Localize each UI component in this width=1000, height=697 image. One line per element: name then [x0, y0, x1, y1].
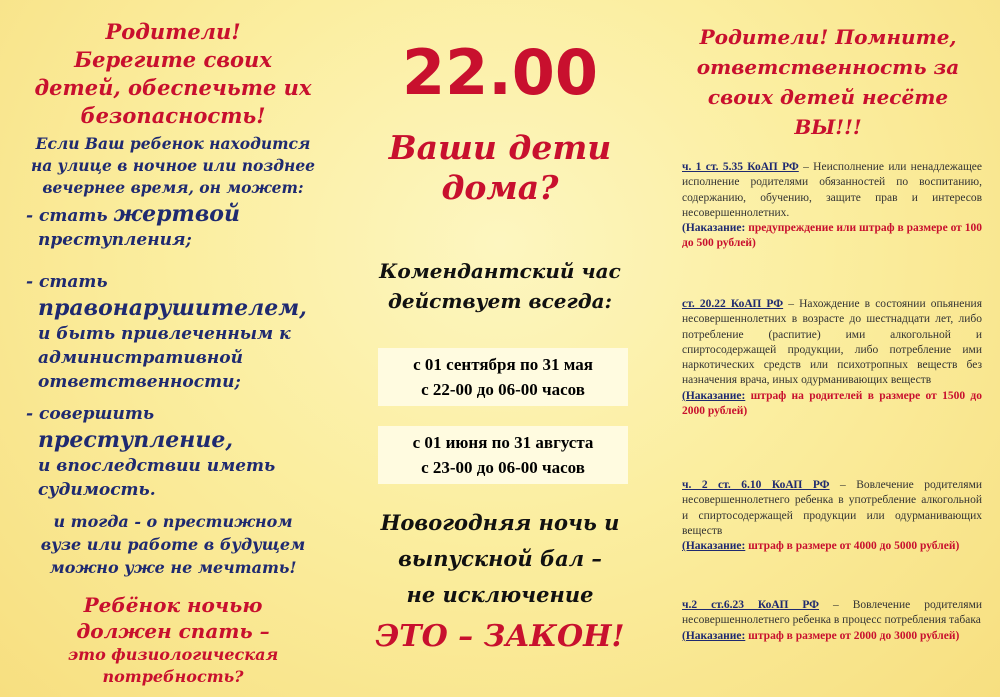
- left-intro-line: Если Ваш ребенок находится: [35, 134, 311, 153]
- risk-item-offender: - стать правонарушителем, и быть привлеченным к административной ответственности;: [26, 272, 307, 392]
- left-intro-line: вечернее время, он может:: [42, 178, 304, 197]
- risk-item-crime: - совершить преступление, и впоследствии иметь судимость.: [26, 404, 276, 500]
- left-intro-line: на улице в ночное или позднее: [30, 156, 316, 175]
- right-column: [672, 0, 984, 697]
- left-column: [18, 0, 328, 697]
- article-6-23: ч.2 ст.6.23 КоАП РФ – Вовлечение родителями несовершеннолетнего ребенка в процесс потребления табака (Наказание: штраф в размере от 2000 до 3000 рублей): [682, 599, 982, 642]
- schedule-summer: с 01 июня по 31 августа с 23-00 до 06-00 часов: [378, 426, 628, 484]
- left-title-line: детей, обеспечьте их: [34, 75, 312, 100]
- article-5-35: ч. 1 ст. 5.35 КоАП РФ – Неисполнение или ненадлежащее исполнение родителями обязанностей по воспитанию, содержанию, обучению, защите прав и интересов несовершеннолетних. (Наказание: предупреждение или штраф в размере от 100 до 500 рублей): [682, 161, 983, 250]
- left-footer: Ребёнок ночью должен спать – это физиологическая потребность?: [67, 593, 279, 686]
- left-title-line: Берегите своих: [74, 47, 272, 72]
- law-heading: ЭТО – ЗАКОН!: [375, 619, 625, 654]
- risk-item-victim: - стать жертвой преступления;: [26, 201, 240, 250]
- left-title: [18, 18, 328, 130]
- schedule-winter: с 01 сентября по 31 мая с 22-00 до 06-00 часов: [378, 348, 628, 406]
- left-intro: [18, 133, 328, 199]
- curfew-time: 22.00: [401, 36, 599, 109]
- right-title: Родители! Помните, ответственность за своих детей несёте ВЫ!!!: [696, 25, 960, 139]
- article-6-10: ч. 2 ст. 6.10 КоАП РФ – Вовлечение родителями несовершеннолетнего ребенка в употребление алкогольной и спиртосодержащей продукции или одурманивающих веществ (Наказание: штраф в размере от 4000 до 5000 рублей): [682, 479, 983, 553]
- middle-column: [340, 0, 660, 697]
- question-heading: Ваши дети дома?: [388, 128, 612, 207]
- article-20-22: ст. 20.22 КоАП РФ – Нахождение в состоянии опьянения несовершеннолетних в возрасте до шестнадцати лет, либо потребление (распитие) ими алкогольной и спиртосодержащей продукции, либо потребление ими наркотических средств или психотропных веществ без назначения врача, иных одурманивающих веществ (Наказание: штраф на родителей в размере от 1500 до 2000 рублей): [682, 298, 982, 418]
- curfew-heading: Комендантский час действует всегда:: [379, 259, 621, 313]
- left-title-line: безопасность!: [80, 103, 266, 128]
- newyear-note: Новогодняя ночь и выпускной бал – не исключение: [380, 510, 620, 607]
- left-title-line: Родители!: [105, 19, 241, 44]
- left-warning: и тогда - о престижном вузе или работе в будущем можно уже не мечтать!: [40, 512, 306, 577]
